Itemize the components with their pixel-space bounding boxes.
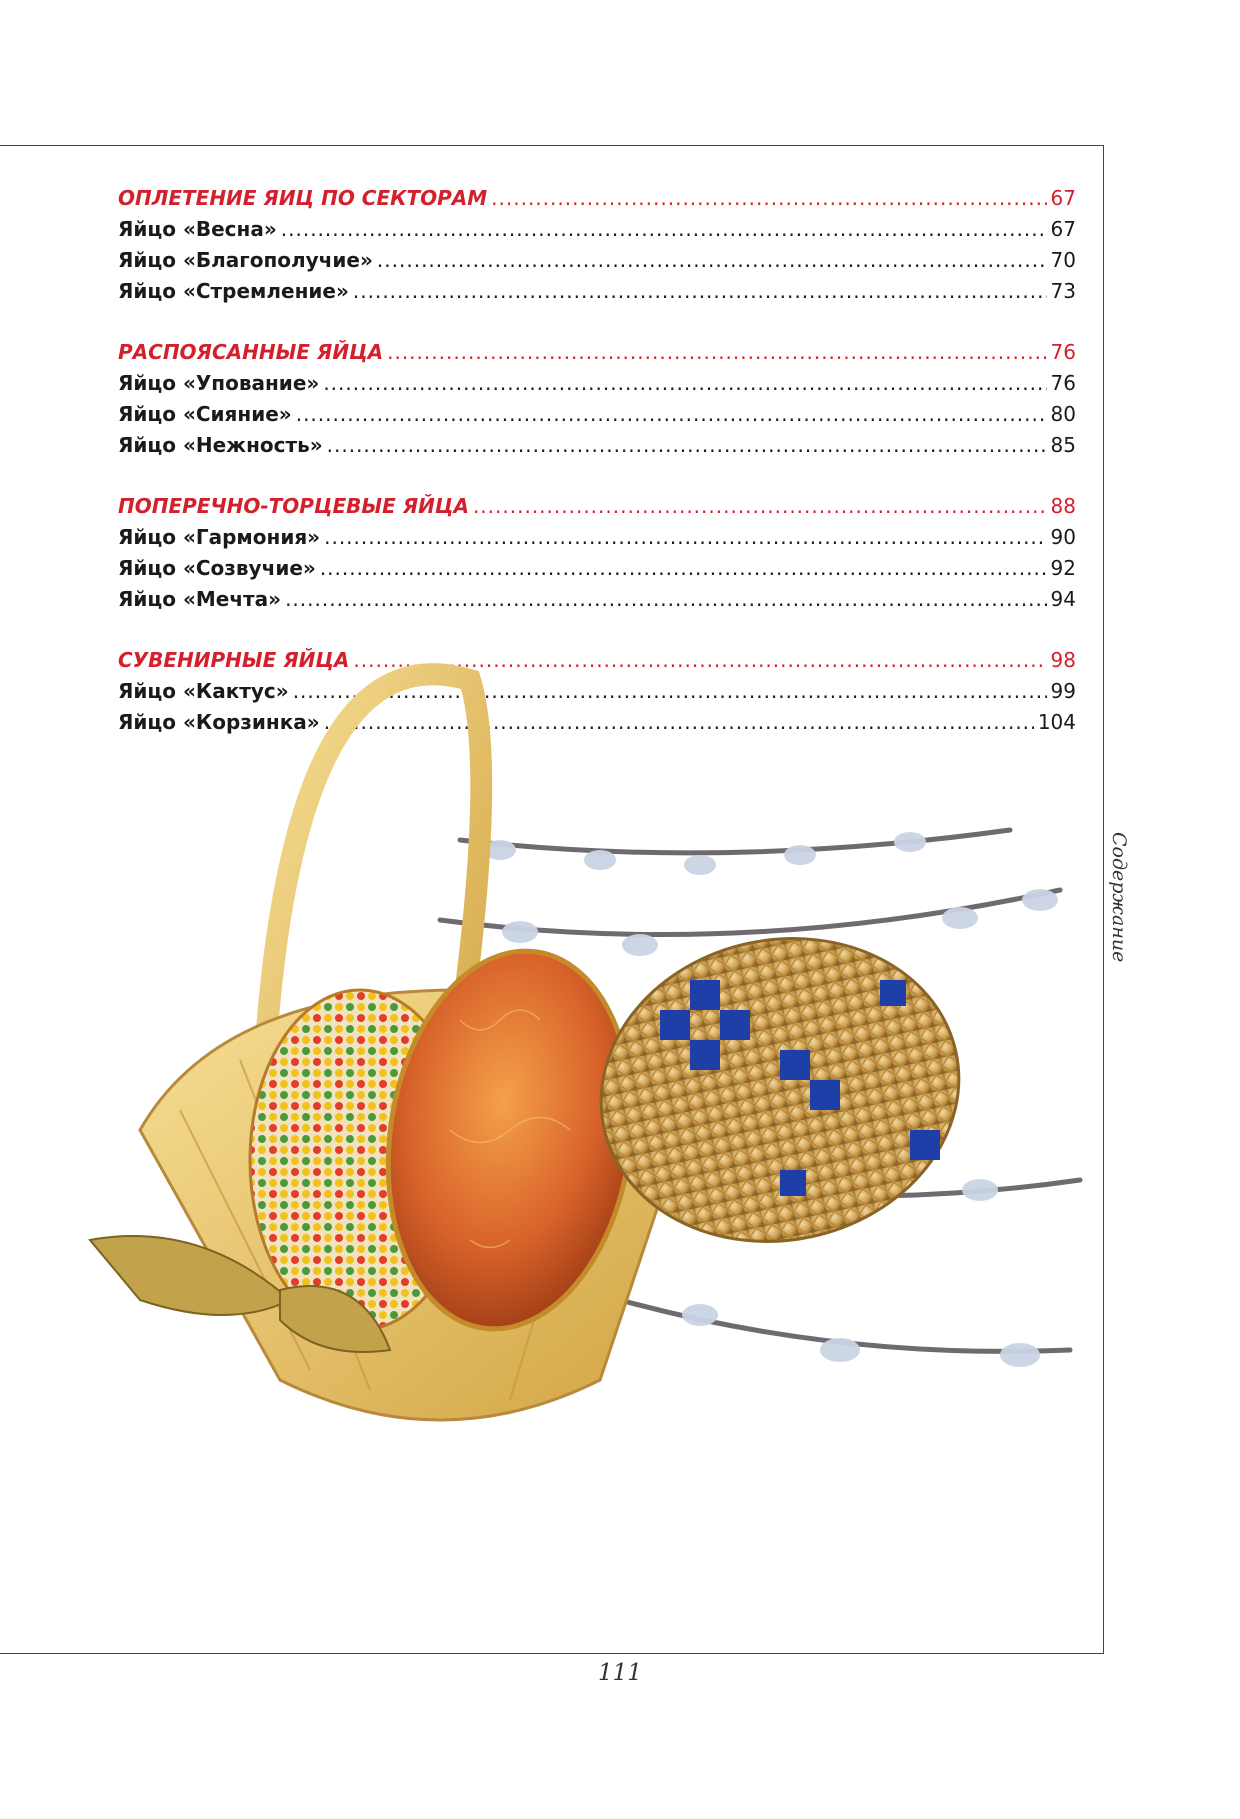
toc-entry-title: Яйцо «Корзинка» [118, 710, 320, 734]
toc-entry[interactable] [118, 402, 1076, 433]
toc-entry-title: Яйцо «Упование» [118, 371, 320, 395]
toc-heading-title: ОПЛЕТЕНИЕ ЯИЦ ПО СЕКТОРАМ [118, 186, 488, 210]
toc-heading-title: РАСПОЯСАННЫЕ ЯЙЦА [118, 340, 384, 364]
toc-leader [473, 494, 1047, 518]
toc-entry-title: Яйцо «Нежность» [118, 433, 323, 457]
toc-entry[interactable] [118, 525, 1076, 556]
toc-entry-page: 99 [1050, 679, 1076, 703]
toc-entry-page: 104 [1037, 710, 1076, 734]
toc-entry[interactable] [118, 556, 1076, 587]
toc-leader [320, 556, 1047, 580]
toc-entry-page: 94 [1050, 587, 1076, 611]
toc-entry-title: Яйцо «Весна» [118, 217, 277, 241]
toc-heading-page: 88 [1050, 494, 1076, 518]
toc-entry-title: Яйцо «Благополучие» [118, 248, 373, 272]
toc-entry[interactable] [118, 371, 1076, 402]
toc-entry-title: Яйцо «Стремление» [118, 279, 349, 303]
toc-heading-title: ПОПЕРЕЧНО-ТОРЦЕВЫЕ ЯЙЦА [118, 494, 469, 518]
toc-section-heading[interactable] [118, 494, 1076, 525]
easter-eggs-photo [80, 660, 1140, 1620]
toc-entry[interactable] [118, 217, 1076, 248]
toc-entry-page: 80 [1050, 402, 1076, 426]
toc-leader [281, 217, 1047, 241]
toc-entry-page: 76 [1050, 371, 1076, 395]
toc-leader [327, 433, 1047, 457]
toc-heading-page: 98 [1050, 648, 1076, 672]
toc-entry-page: 90 [1050, 525, 1076, 549]
toc-entry-title: Яйцо «Гармония» [118, 525, 321, 549]
toc-section [118, 186, 1076, 310]
toc-section-heading[interactable] [118, 186, 1076, 217]
toc-leader [377, 248, 1047, 272]
toc-leader [285, 587, 1046, 611]
toc-entry-page: 67 [1050, 217, 1076, 241]
toc-section [118, 494, 1076, 618]
toc-leader [353, 279, 1047, 303]
toc-leader [387, 340, 1046, 364]
toc-entry-title: Яйцо «Сияние» [118, 402, 292, 426]
toc-leader [323, 371, 1046, 395]
toc-entry[interactable] [118, 433, 1076, 464]
toc-entry-page: 73 [1050, 279, 1076, 303]
toc-section [118, 340, 1076, 464]
toc-heading-page: 67 [1050, 186, 1076, 210]
toc-entry-page: 70 [1050, 248, 1076, 272]
toc-heading-title: СУВЕНИРНЫЕ ЯЙЦА [118, 648, 350, 672]
toc-entry-page: 92 [1050, 556, 1076, 580]
toc-leader [324, 525, 1046, 549]
toc-entry-title: Яйцо «Мечта» [118, 587, 282, 611]
toc-entry-page: 85 [1050, 433, 1076, 457]
toc-entry[interactable] [118, 279, 1076, 310]
toc-entry-title: Яйцо «Кактус» [118, 679, 289, 703]
toc-leader [296, 402, 1047, 426]
toc-entry[interactable] [118, 248, 1076, 279]
section-side-label: Содержание [1108, 832, 1130, 963]
toc-entry-title: Яйцо «Созвучие» [118, 556, 316, 580]
toc-heading-page: 76 [1050, 340, 1076, 364]
page-number: 111 [598, 1660, 642, 1686]
toc-leader [491, 186, 1046, 210]
toc-entry[interactable] [118, 587, 1076, 618]
toc-section-heading[interactable] [118, 340, 1076, 371]
